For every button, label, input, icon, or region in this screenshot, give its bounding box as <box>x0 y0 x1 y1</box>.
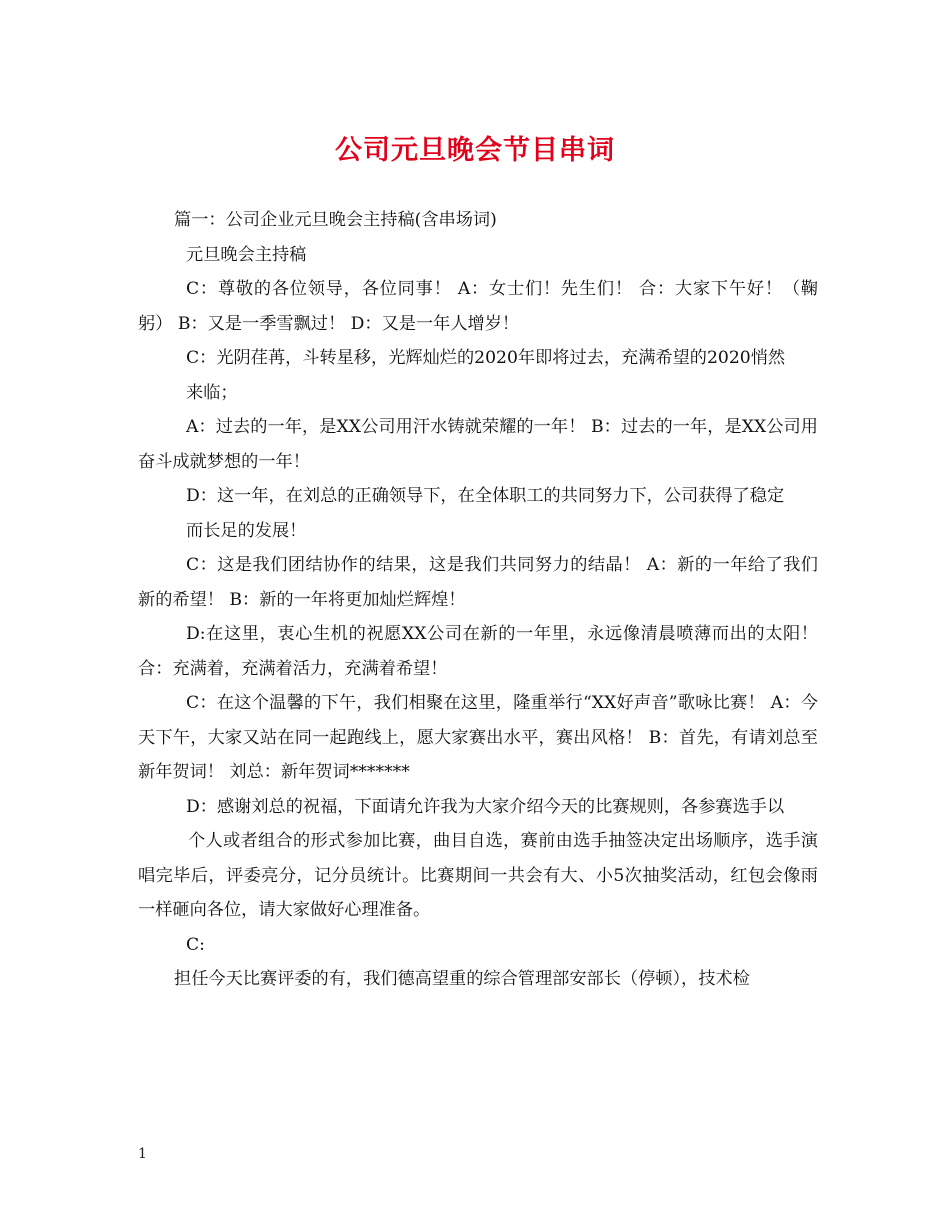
paragraph: D:在这里，衷心生机的祝愿XX公司在新的一年里，永远像清晨喷薄而出的太阳！ 合：充满着，充满着活力，充满着希望！ <box>138 624 818 679</box>
paragraph: C：尊敬的各位领导，各位同事！ A：女士们！先生们！ 合：大家下午好！（鞠躬） B：又是一季雪飘过！ D：又是一年人增岁！ <box>138 279 818 334</box>
paragraph: C：光阴荏苒，斗转星移，光辉灿烂的2020年即将过去，充满希望的2020悄然 <box>186 348 786 368</box>
paragraph: C: <box>186 934 205 955</box>
paragraph: 担任今天比赛评委的有，我们德高望重的综合管理部安部长（停顿），技术检 <box>174 969 750 989</box>
document-body <box>138 203 818 997</box>
paragraph: D：感谢刘总的祝福，下面请允许我为大家介绍今天的比赛规则，各参赛选手以 <box>186 796 785 817</box>
paragraph: A：过去的一年，是XX公司用汗水铸就荣耀的一年！ B：过去的一年，是XX公司用奋斗成就梦想的一年！ <box>138 417 818 472</box>
paragraph: 而长足的发展！ <box>186 520 307 541</box>
paragraph: 个人或者组合的形式参加比赛，曲目自选，赛前由选手抽签决定出场顺序，选手演唱完毕后，评委亮分，记分员统计。比赛期间一共会有大、小5次抽奖活动，红包会像雨一样砸向各位，请大家做好心理准备。 <box>138 831 818 920</box>
paragraph: 元旦晚会主持稿 <box>186 244 307 265</box>
paragraph: C：这是我们团结协作的结果，这是我们共同努力的结晶！ A：新的一年给了我们新的希望！ B：新的一年将更加灿烂辉煌！ <box>138 555 818 610</box>
page-number: 1 <box>138 1146 147 1162</box>
paragraph: C：在这个温馨的下午，我们相聚在这里，隆重举行“XX好声音”歌咏比赛！ A：今天下午，大家又站在同一起跑线上，愿大家赛出水平，赛出风格！ B：首先，有请刘总至新年贺词！ 刘总：新年贺词******* <box>138 693 818 782</box>
paragraph: 篇一：公司企业元旦晚会主持稿(含串场词) <box>174 210 497 230</box>
paragraph: D：这一年，在刘总的正确领导下，在全体职工的共同努力下，公司获得了稳定 <box>186 486 785 506</box>
document-title: 公司元旦晚会节目串词 <box>335 135 615 166</box>
paragraph: 来临； <box>186 382 238 403</box>
